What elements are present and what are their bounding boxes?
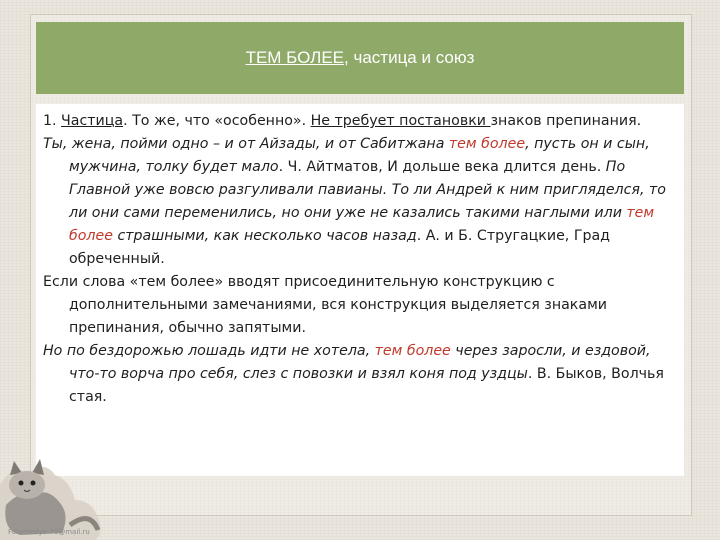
paragraph-particle-definition (43, 110, 679, 133)
content (43, 110, 679, 409)
example-text: Ты, жена, пойми одно – и от Айзады, и от Сабитжана (43, 136, 449, 152)
citation: . В. Быков, Волчья стая. (69, 366, 664, 405)
title-rest: , частица и союз (344, 48, 475, 67)
item-number: 1. (43, 113, 62, 129)
citation: . А. и Б. Стругацкие, Град обреченный. (69, 228, 610, 267)
paragraph-examples (43, 133, 679, 271)
example-text: через заросли, и ездовой, что-то ворча про себя, слез с повозки и взял коня под уздцы (69, 343, 651, 382)
definition-text: . То же, что «особенно». (123, 113, 311, 129)
example-text: По Главной уже вовсю разгуливали павианы. То ли Андрей к ним пригляделся, то ли они сами переменились, но они уже не казались такими наглыми или (69, 159, 666, 221)
footer-credit: Fotomedya.70@mail.ru (8, 528, 90, 536)
term-label: Частица (61, 113, 124, 129)
highlight-phrase: тем более (448, 136, 526, 152)
example-text: , пусть он и сын, мужчина, толку будет мало (69, 136, 650, 175)
rule-text: знаков препинания. (490, 113, 642, 129)
example-text: Но по бездорожью лошадь идти не хотела, (43, 343, 375, 359)
title-bar (36, 22, 684, 94)
highlight-phrase: тем более (69, 205, 655, 244)
example-text: страшными, как несколько часов назад (112, 228, 417, 244)
slide-title (246, 48, 475, 68)
paragraph-punctuation-rule: Если слова «тем более» вводят присоединительную конструкцию с дополнительными замечаниями, вся конструкция выделяется знаками препинания, обычно запятыми. (43, 274, 607, 336)
title-main: ТЕМ БОЛЕЕ (245, 48, 345, 67)
citation: . Ч. Айтматов, И дольше века длится день. (278, 159, 606, 175)
highlight-phrase: тем более (374, 343, 451, 359)
rule-underlined: Не требует постановки (310, 113, 491, 129)
paragraph-example-bykov (43, 340, 679, 409)
